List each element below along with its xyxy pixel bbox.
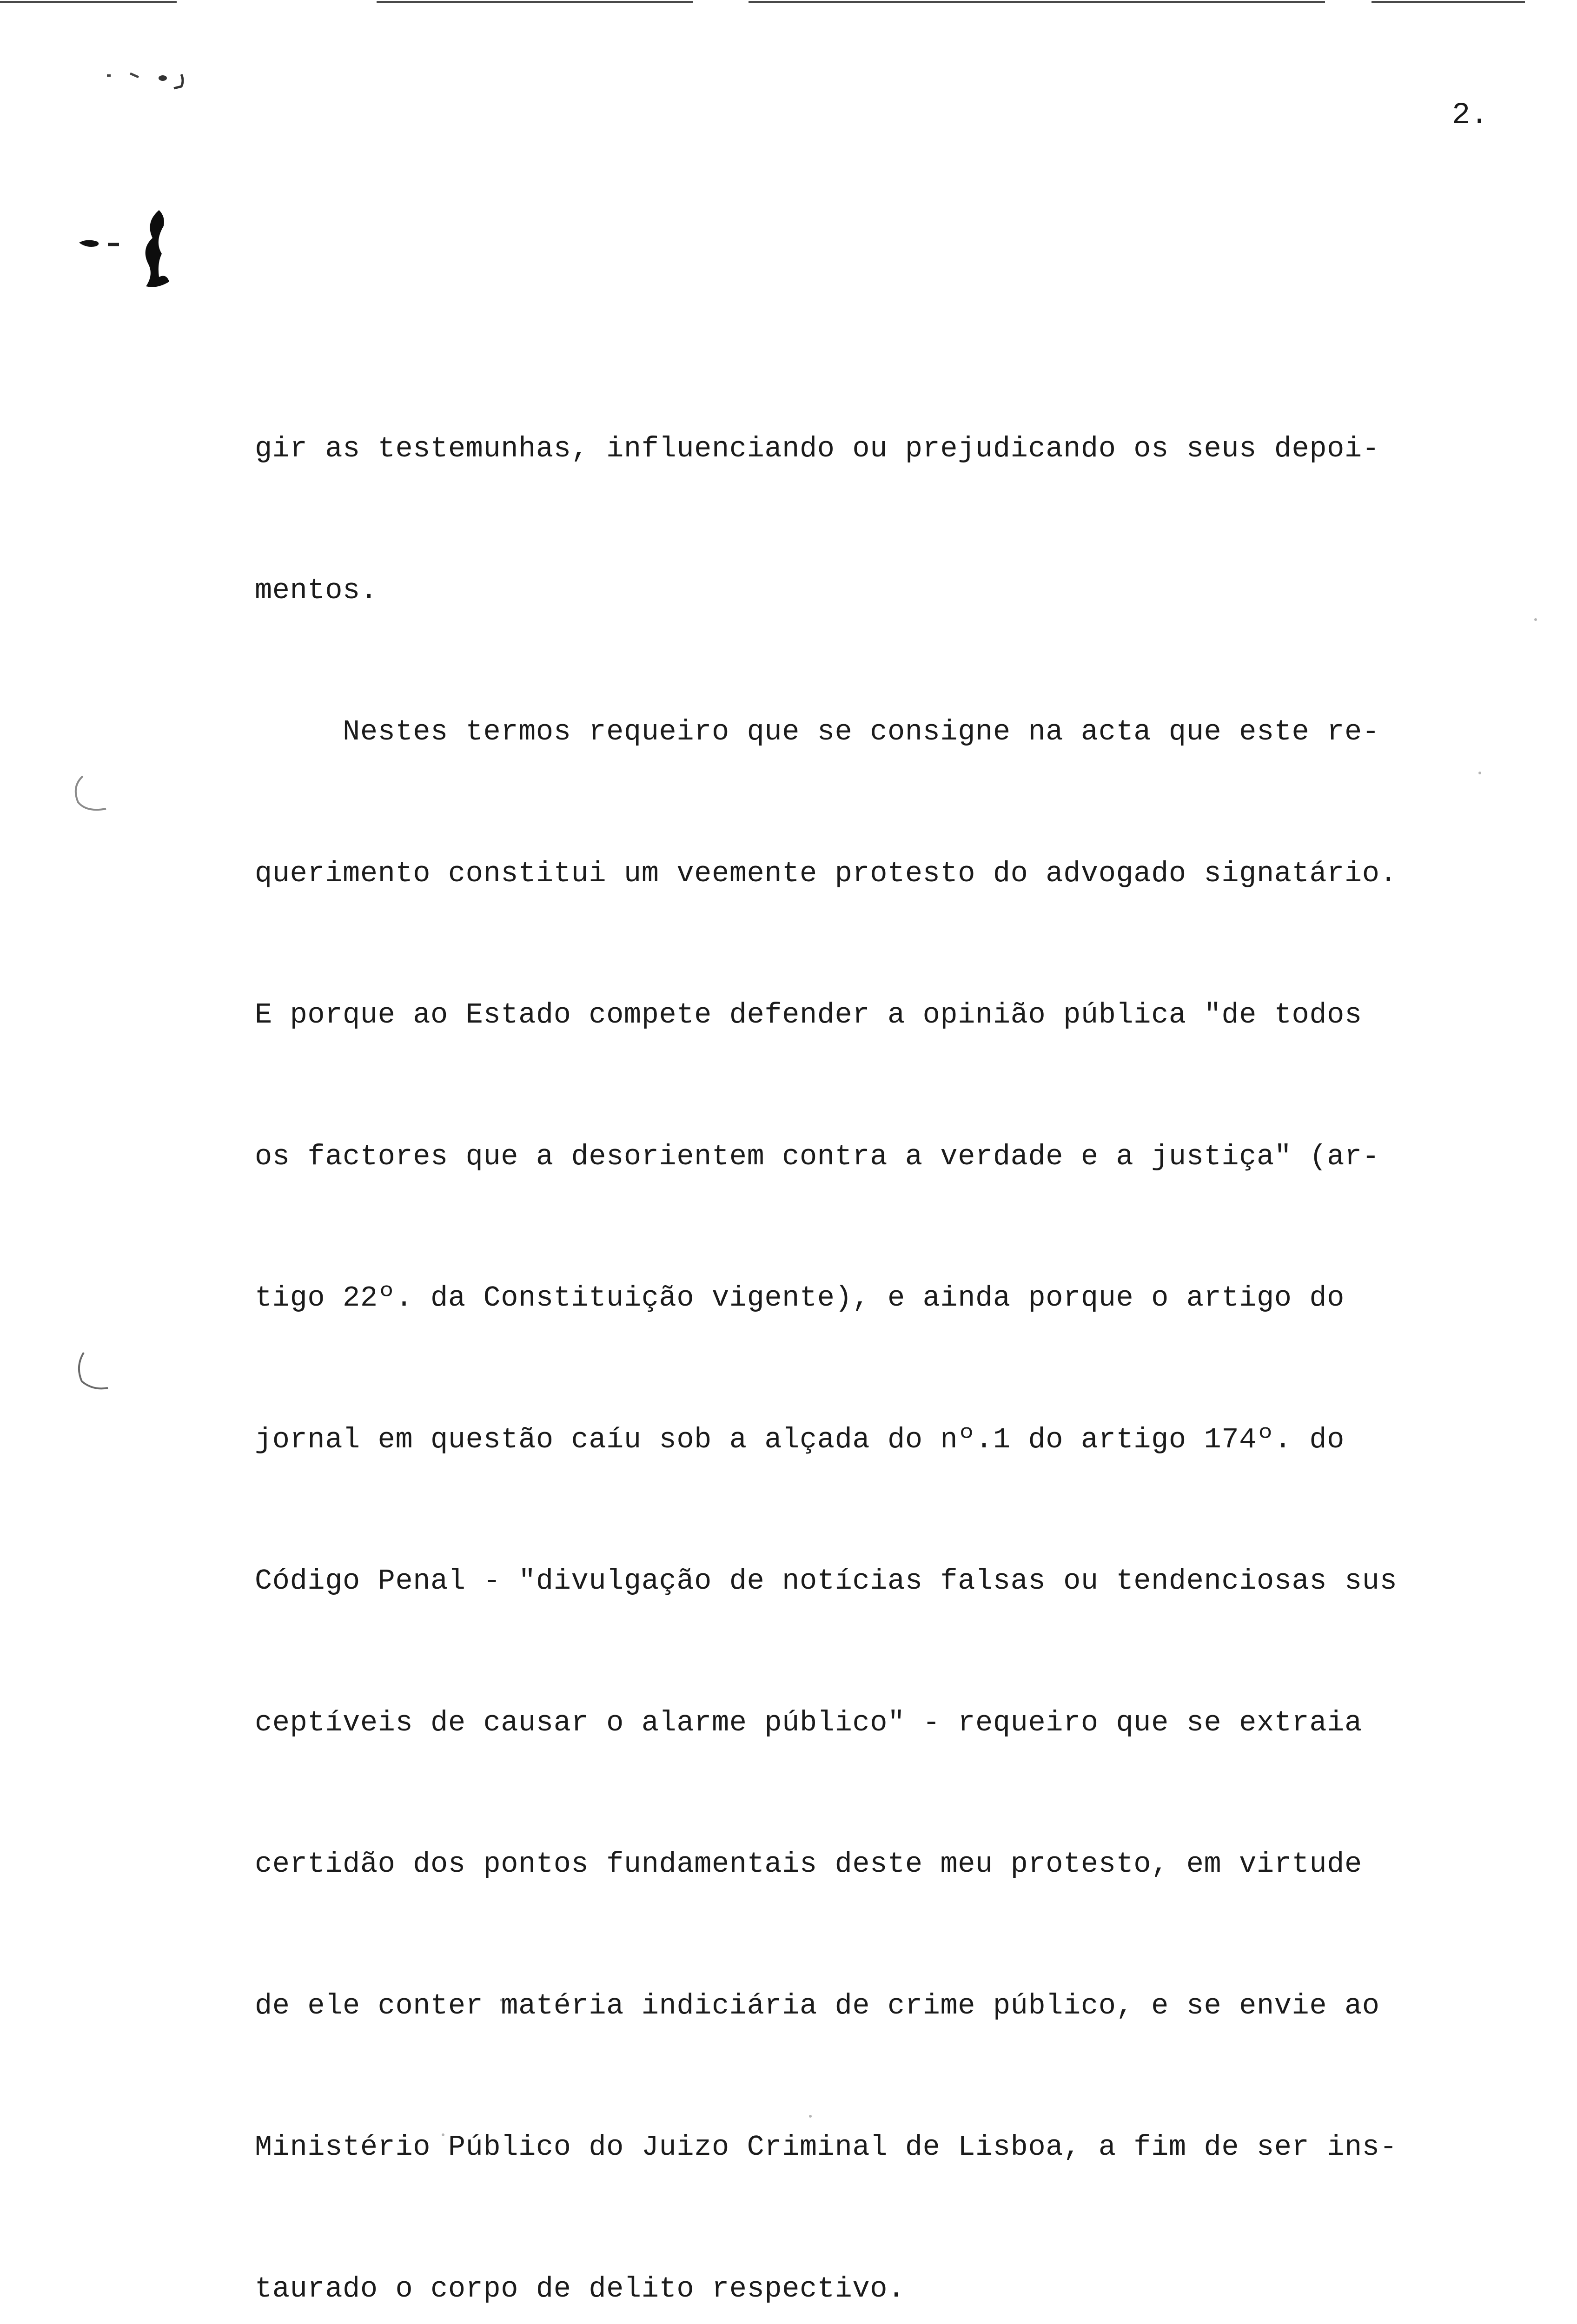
text-line-7: tigo 22º. da Constituição vigente), e ainda porque o artigo do — [255, 1281, 1345, 1314]
text-line-11: certidão dos pontos fundamentais deste meu protesto, em virtude — [255, 1848, 1362, 1881]
top-scan-line-1 — [0, 1, 177, 3]
text-line-5: E porque ao Estado compete defender a opinião pública "de todos — [255, 998, 1362, 1031]
top-scan-line-3 — [749, 1, 1325, 3]
text-line-8: jornal em questão caíu sob a alçada do nº.1 do artigo 174º. do — [255, 1423, 1345, 1456]
text-line-1: gir as testemunhas, influenciando ou prejudicando os seus depoi- — [255, 432, 1380, 465]
letter-body — [255, 331, 1510, 2324]
text-line-9: Código Penal - "divulgação de notícias falsas ou tendenciosas sus — [255, 1565, 1398, 1598]
scan-specks — [102, 60, 232, 102]
handwritten-margin-mark — [74, 200, 205, 307]
text-line-3: Nestes termos requeiro que se consigne na acta que este re- — [255, 715, 1380, 748]
stray-speck — [1534, 618, 1537, 621]
text-line-6: os factores que a desorientem contra a verdade e a justiça" (ar- — [255, 1140, 1380, 1173]
text-line-14: taurado o corpo de delito respectivo. — [255, 2272, 905, 2305]
top-scan-line-4 — [1372, 1, 1525, 3]
text-line-10: ceptíveis de causar o alarme público" - requeiro que se extraia — [255, 1706, 1362, 1739]
page-number: 2. — [1451, 98, 1489, 132]
top-scan-line-2 — [377, 1, 693, 3]
text-line-13: Ministério Público do Juizo Criminal de Lisboa, a fim de ser ins- — [255, 2131, 1398, 2164]
text-line-12: de ele conter matéria indiciária de crime público, e se envie ao — [255, 1989, 1380, 2022]
binding-mark-upper — [64, 772, 120, 827]
binding-mark-lower — [70, 1348, 126, 1404]
text-line-4: querimento constitui um veemente protesto do advogado signatário. — [255, 857, 1398, 890]
text-line-2: mentos. — [255, 574, 378, 607]
